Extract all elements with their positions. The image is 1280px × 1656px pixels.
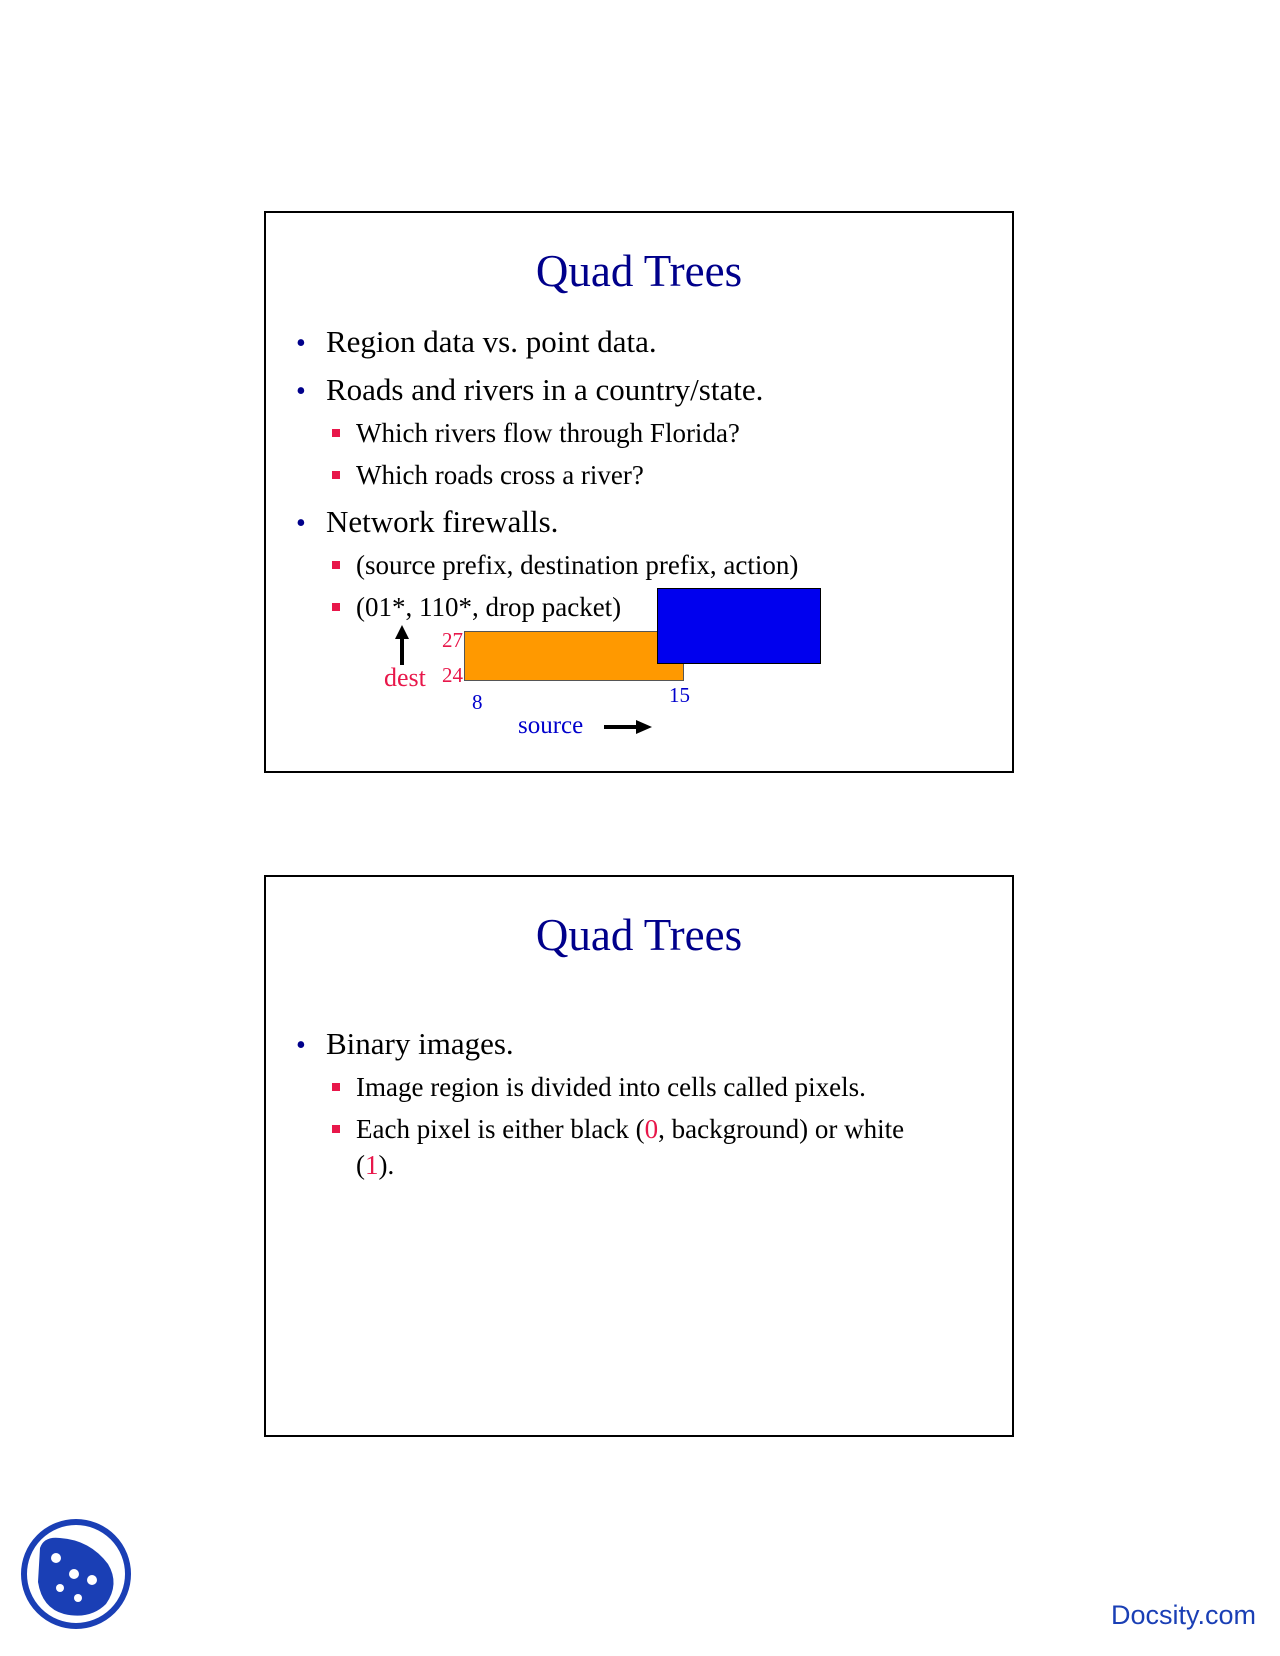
- blue-region-rect: [657, 588, 821, 664]
- bullet-dot-icon: •: [296, 1030, 306, 1061]
- square-bullet-icon: [332, 1125, 340, 1133]
- square-bullet-icon: [332, 429, 340, 437]
- orange-region-rect: [464, 631, 684, 681]
- sub-bullet-pixel-values: [336, 1112, 904, 1147]
- bullet-dot-icon: •: [296, 508, 306, 539]
- dest-y-high-label: 27: [442, 628, 463, 652]
- source-x-high-label: 15: [669, 683, 690, 707]
- sub-bullet-roads-cross: Which roads cross a river?: [336, 458, 644, 493]
- source-axis-label: source: [518, 712, 584, 739]
- sub-bullet-image-region: Image region is divided into cells called pixels.: [336, 1070, 866, 1105]
- bullet-dot-icon: •: [296, 376, 306, 407]
- square-bullet-icon: [332, 1083, 340, 1091]
- dest-axis-label: dest: [384, 663, 426, 692]
- footer-brand[interactable]: Docsity.com: [1110, 1600, 1256, 1630]
- bullet-network-firewalls: • Network firewalls.: [296, 504, 559, 539]
- docsity-logo-icon: [20, 1518, 132, 1635]
- right-arrow-icon: [602, 716, 654, 738]
- bullet-dot-icon: •: [296, 328, 306, 359]
- source-x-low-label: 8: [472, 690, 483, 714]
- sub-bullet-drop-packet: (01*, 110*, drop packet): [336, 590, 621, 625]
- slide-1: [264, 211, 1014, 773]
- slide-title: Quad Trees: [535, 910, 743, 960]
- pixel-values-line-2: (1).: [356, 1150, 395, 1180]
- sub-bullet-rivers-florida: Which rivers flow through Florida?: [336, 416, 740, 451]
- slide-2: [264, 875, 1014, 1437]
- square-bullet-icon: [332, 561, 340, 569]
- sub-bullet-source-prefix: (source prefix, destination prefix, action): [336, 548, 798, 583]
- slide-title: Quad Trees: [535, 246, 743, 296]
- bullet-roads-rivers: • Roads and rivers in a country/state.: [296, 372, 764, 407]
- square-bullet-icon: [332, 471, 340, 479]
- square-bullet-icon: [332, 603, 340, 611]
- sub-bullet-pixel-values-cont: [336, 1148, 394, 1183]
- dest-y-low-label: 24: [442, 663, 463, 687]
- bullet-region-data: • Region data vs. point data.: [296, 324, 657, 359]
- up-arrow-icon: [392, 623, 412, 667]
- pixel-values-line-1: Each pixel is either black (0, background) or white: [356, 1114, 905, 1144]
- bullet-binary-images: • Binary images.: [296, 1026, 514, 1061]
